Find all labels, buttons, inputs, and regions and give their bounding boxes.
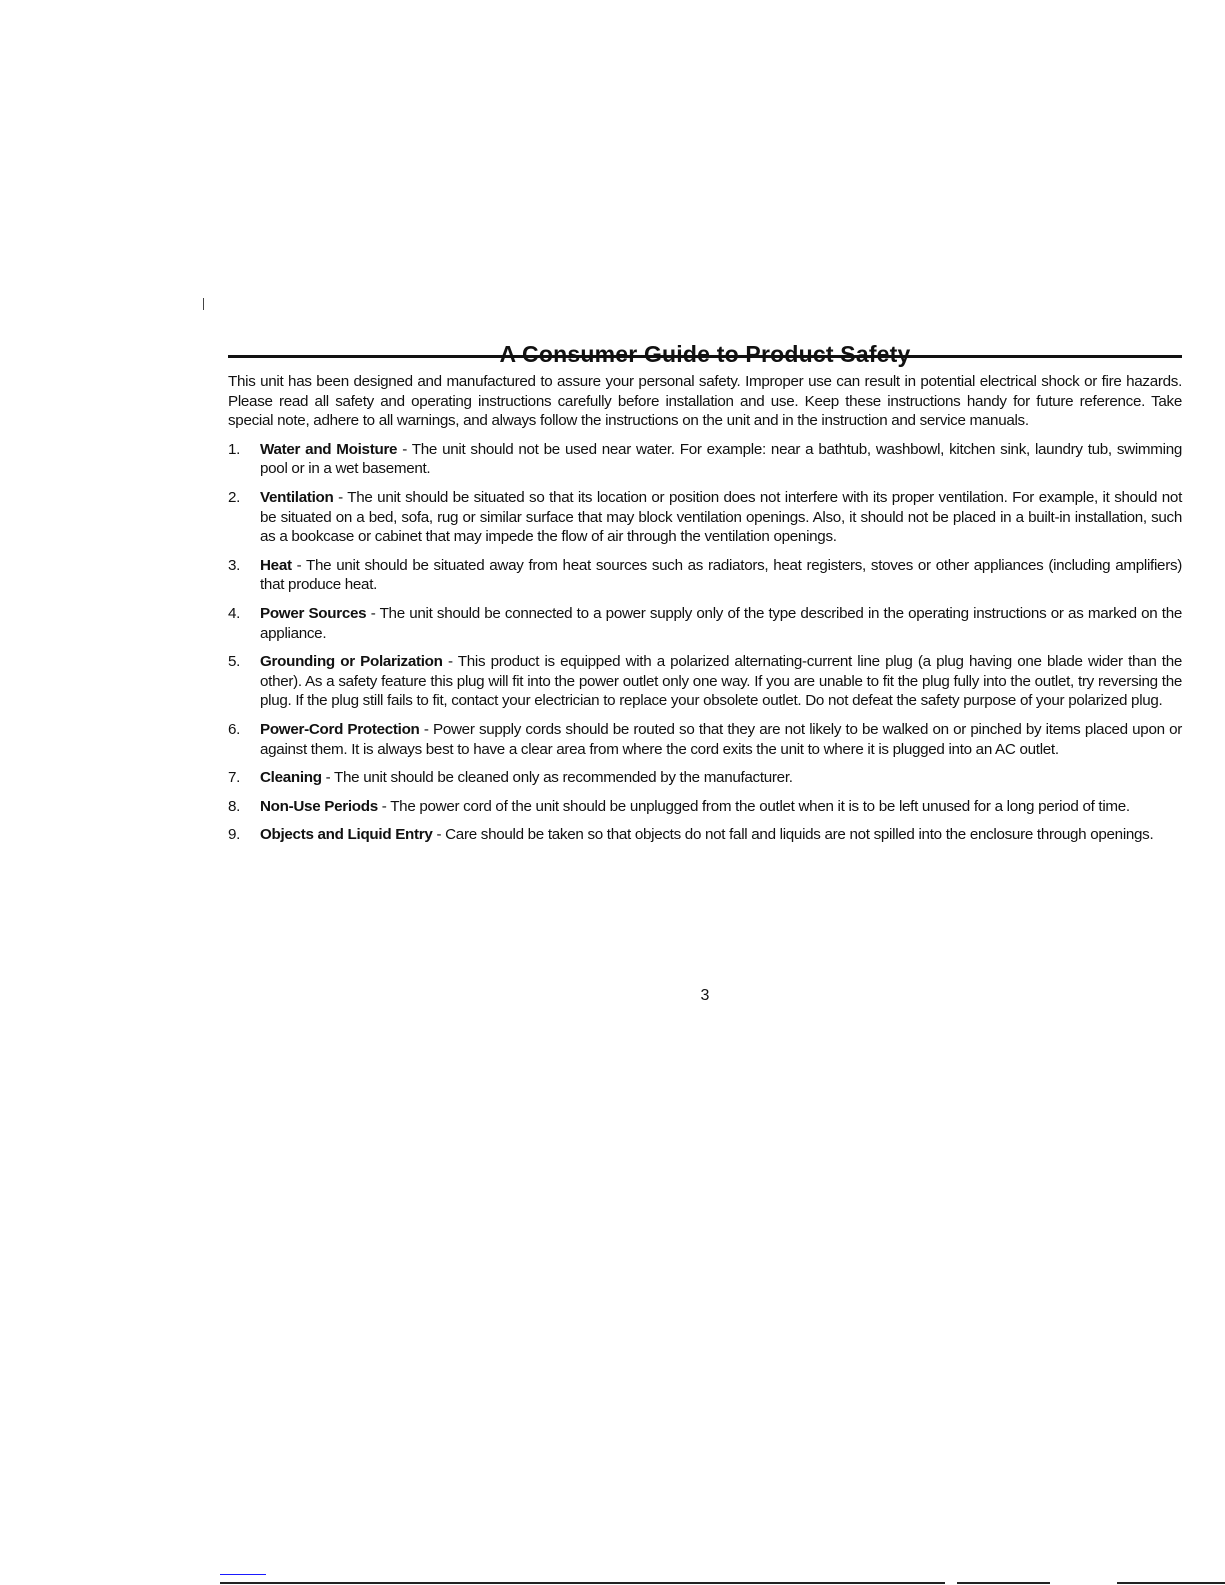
item-text: - The unit should be situated so that its location or position does not interfere with its proper ventilation. For example, it should not be situated on a bed, sofa, rug or similar surface that may block ventilation openings. Also, it should not be placed in a built-in installation, such as a bookcase or cabinet that may impede the flow of air through the ventilation openings. bbox=[260, 488, 1182, 546]
safety-list bbox=[228, 440, 1182, 845]
item-heading: Non-Use Periods bbox=[260, 797, 378, 815]
item-heading: Grounding or Polarization bbox=[260, 653, 443, 671]
item-heading: Cleaning bbox=[260, 769, 322, 787]
item-heading: Objects and Liquid Entry bbox=[260, 826, 433, 844]
list-item bbox=[228, 652, 1182, 711]
item-text: - This product is equipped with a polarized alternating-current line plug (a plug having one blade wider than the other). As a safety feature this plug will fit into the power outlet only one way. If you are unable to fit the plug fully into the outlet, try reversing the plug. If the plug still fails to fit, contact your electrician to replace your obsolete outlet. Do not defeat the safety purpose of your polarized plug. bbox=[260, 653, 1183, 710]
item-heading: Power-Cord Protection bbox=[260, 720, 420, 738]
item-heading: Ventilation bbox=[260, 488, 334, 506]
list-item bbox=[228, 797, 1182, 817]
item-text: - The unit should be connected to a power supply only of the type described in the operating instructions or as marked on the appliance. bbox=[260, 604, 1182, 642]
bottom-border bbox=[220, 1582, 945, 1584]
item-text: - The power cord of the unit should be unplugged from the outlet when it is to be left unused for a long period of time. bbox=[377, 797, 1130, 815]
list-item bbox=[228, 825, 1182, 845]
item-number: 6. bbox=[228, 720, 241, 738]
list-item bbox=[228, 720, 1182, 759]
list-item bbox=[228, 488, 1182, 547]
scan-mark bbox=[203, 298, 204, 310]
list-item bbox=[228, 604, 1182, 643]
item-text: - Care should be taken so that objects do not fall and liquids are not spilled into the enclosure through openings. bbox=[432, 826, 1154, 844]
list-item bbox=[228, 556, 1182, 595]
item-number: 8. bbox=[228, 797, 241, 815]
list-item bbox=[228, 440, 1182, 479]
link-underline bbox=[220, 1574, 266, 1575]
item-number: 3. bbox=[228, 556, 241, 574]
item-number: 7. bbox=[228, 769, 241, 787]
bottom-border bbox=[1117, 1582, 1225, 1584]
item-text: - The unit should not be used near water. For example: near a bathtub, washbowl, kitchen sink, laundry tub, swimming pool or in a wet basement. bbox=[260, 440, 1182, 478]
item-number: 9. bbox=[228, 826, 241, 844]
item-heading: Power Sources bbox=[260, 604, 367, 622]
item-text: - Power supply cords should be routed so that they are not likely to be walked on or pinched by items placed upon or against them. It is always best to have a clear area from where the cord exits the unit to where it is plugged into an AC outlet. bbox=[260, 720, 1183, 758]
item-heading: Heat bbox=[260, 556, 292, 574]
document-body bbox=[228, 372, 1182, 854]
item-number: 2. bbox=[228, 488, 241, 506]
bottom-border bbox=[957, 1582, 1050, 1584]
item-number: 4. bbox=[228, 604, 241, 622]
item-number: 5. bbox=[228, 653, 241, 671]
item-heading: Water and Moisture bbox=[260, 440, 398, 458]
title-rule bbox=[228, 355, 1182, 358]
item-text: - The unit should be cleaned only as recommended by the manufacturer. bbox=[321, 769, 793, 787]
intro-paragraph: This unit has been designed and manufactured to assure your personal safety. Improper use can result in potential electrical shock or fire hazards. Please read all safety and operating instructions carefully before installation and use. Keep these instructions handy for future reference. Take special note, adhere to all warnings, and always follow the instructions on the unit and in the instruction and service manuals. bbox=[228, 373, 1182, 430]
page-number: 3 bbox=[700, 987, 710, 1004]
list-item bbox=[228, 768, 1182, 788]
item-text: - The unit should be situated away from heat sources such as radiators, heat registers, stoves or other appliances (including amplifiers) that produce heat. bbox=[260, 556, 1182, 594]
item-number: 1. bbox=[228, 440, 241, 458]
